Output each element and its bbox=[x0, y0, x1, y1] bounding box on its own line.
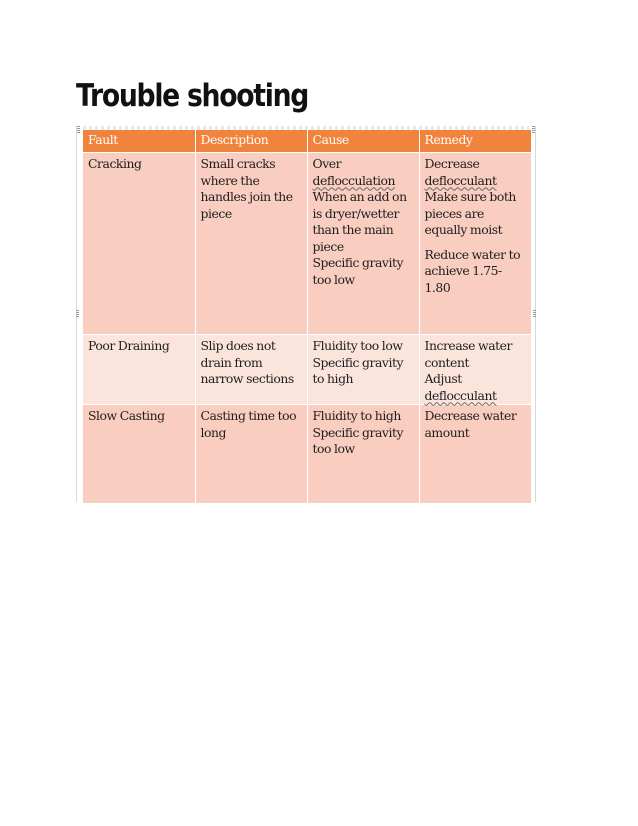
remedy-cell bbox=[419, 153, 531, 335]
table-row bbox=[83, 405, 531, 504]
resize-handle-top-right[interactable] bbox=[532, 126, 535, 134]
cause-text: Fluidity too low bbox=[312, 338, 403, 353]
remedy-text: Decrease water amount bbox=[424, 408, 520, 440]
cause-text: Specific gravity to high bbox=[312, 354, 407, 386]
fault-text: Slow Casting bbox=[88, 408, 165, 423]
cause-text: Over bbox=[312, 156, 342, 171]
table-image-frame bbox=[76, 126, 536, 502]
cause-text: Specific gravity too low bbox=[312, 255, 407, 287]
fault-text: Poor Draining bbox=[88, 338, 170, 353]
remedy-text: Adjust bbox=[424, 371, 462, 386]
description-text: Casting time too long bbox=[200, 408, 297, 440]
table-row bbox=[83, 153, 531, 335]
table-header-row bbox=[83, 130, 531, 153]
fault-text: Cracking bbox=[88, 156, 142, 171]
resize-handle-left[interactable] bbox=[76, 310, 79, 318]
troubleshooting-table bbox=[83, 130, 531, 503]
header-remedy: Remedy bbox=[419, 130, 531, 153]
cause-text: When an add on is dryer/wetter than the main piece bbox=[312, 189, 410, 254]
cause-text: Fluidity to high bbox=[312, 408, 401, 423]
fault-cell bbox=[83, 405, 195, 504]
description-text: Small cracks where the handles join the piece bbox=[200, 156, 293, 221]
cause-text-spellcheck: deflocculation bbox=[312, 172, 396, 188]
resize-handle-top-left[interactable] bbox=[77, 126, 80, 134]
description-cell bbox=[195, 153, 307, 335]
header-description: Description bbox=[195, 130, 307, 153]
cause-cell bbox=[307, 335, 419, 405]
description-cell bbox=[195, 405, 307, 504]
remedy-text: Decrease bbox=[424, 156, 480, 171]
header-fault: Fault bbox=[83, 130, 195, 153]
remedy-text: Reduce water to achieve 1.75-1.80 bbox=[424, 246, 524, 295]
remedy-cell bbox=[419, 335, 531, 405]
remedy-text: Increase water content bbox=[424, 338, 516, 370]
description-text: Slip does not drain from narrow sections bbox=[200, 338, 294, 386]
remedy-text-spellcheck: deflocculant bbox=[424, 172, 497, 188]
cause-cell bbox=[307, 405, 419, 504]
remedy-cell bbox=[419, 405, 531, 504]
resize-handle-right[interactable] bbox=[533, 310, 536, 318]
remedy-text-spellcheck: deflocculant bbox=[424, 387, 497, 403]
table-row bbox=[83, 335, 531, 405]
cause-text: Specific gravity too low bbox=[312, 424, 407, 456]
page-title: Trouble shooting bbox=[76, 78, 309, 114]
fault-cell bbox=[83, 153, 195, 335]
description-cell bbox=[195, 335, 307, 405]
remedy-text: Make sure both pieces are equally moist bbox=[424, 189, 519, 237]
header-cause: Cause bbox=[307, 130, 419, 153]
fault-cell bbox=[83, 335, 195, 405]
cause-cell bbox=[307, 153, 419, 335]
